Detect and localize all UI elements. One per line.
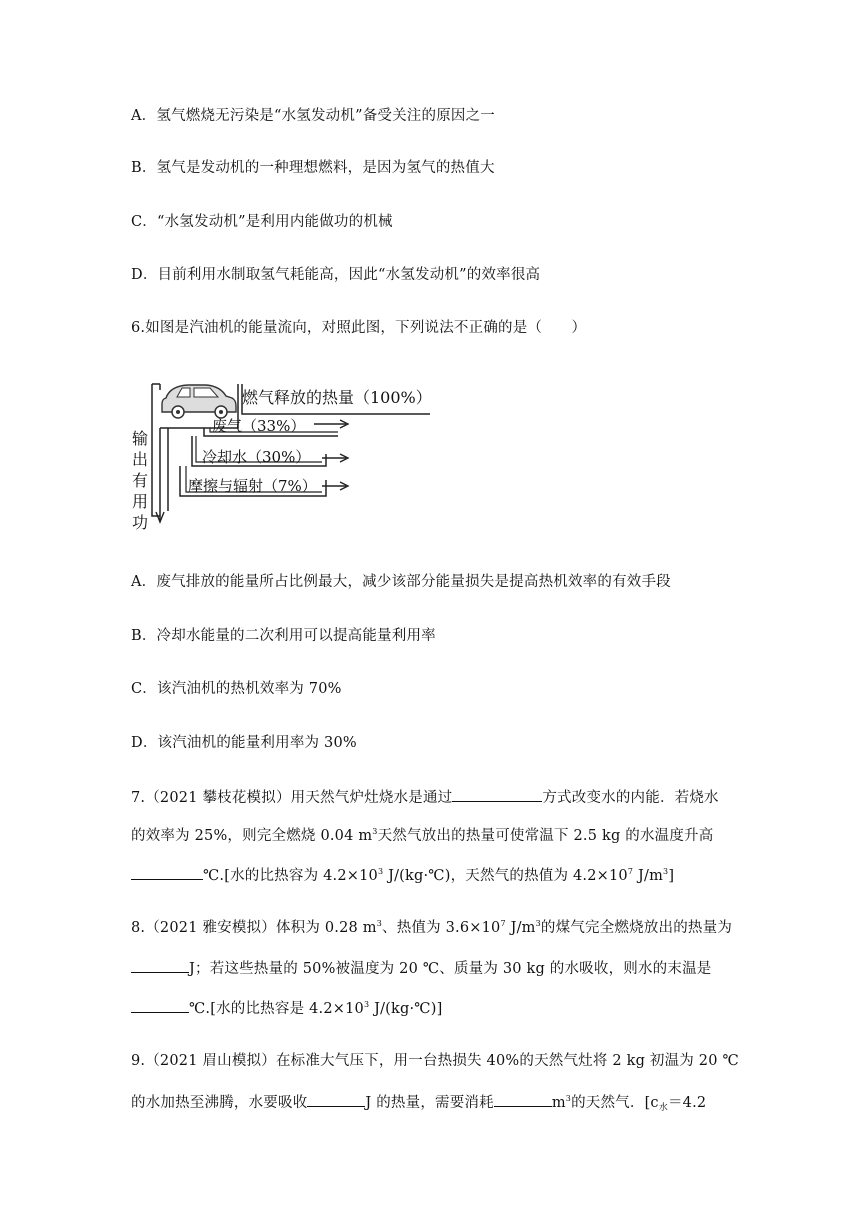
useful-work-label-4: 用 <box>132 492 149 511</box>
answer-blank-7-2[interactable] <box>131 865 203 880</box>
option-c-q6: C．该汽油机的热机效率为 70% <box>131 681 342 697</box>
friction-radiation-label: 摩擦与辐射（7%） <box>188 477 317 495</box>
option-a-q5: A．氢气燃烧无污染是“水氢发动机”备受关注的原因之一 <box>131 108 495 124</box>
option-d-q6: D．该汽油机的能量利用率为 30% <box>131 735 357 751</box>
option-d-q5: D．目前利用水制取氢气耗能高，因此“水氢发动机”的效率很高 <box>131 267 541 283</box>
question-6-stem: 6.如图是汽油机的能量流向，对照此图，下列说法不正确的是（ ） <box>131 320 587 336</box>
useful-work-label-5: 功 <box>132 513 149 532</box>
useful-work-label-1: 输 <box>132 429 149 448</box>
option-a-q6: A．废气排放的能量所占比例最大，减少该部分能量损失是提高热机效率的有效手段 <box>131 574 671 590</box>
energy-flow-diagram <box>130 376 438 538</box>
question-8-line-3: ℃.[水的比热容是 $4.2\times 10^3$ J/(kg·℃)] <box>131 998 442 1019</box>
car-icon <box>162 385 236 418</box>
question-8-line-2: J；若这些热量的 50%被温度为 20 ℃、质量为 30 kg 的水吸收，则水的末温是 <box>131 958 711 979</box>
option-b-q5: B．氢气是发动机的一种理想燃料，是因为氢气的热值大 <box>131 160 495 176</box>
option-c-q5: C．“水氢发动机”是利用内能做功的机械 <box>131 214 393 230</box>
answer-blank-9-1[interactable] <box>307 1092 365 1107</box>
answer-blank-8-2[interactable] <box>131 998 189 1013</box>
question-7-line-2: 的效率为 25%，则完全燃烧 0.04 $m^3$天然气放出的热量可使常温下 2.5 kg 的水温度升高 <box>131 827 714 844</box>
question-8-line-1: 8.（2021 雅安模拟）体积为 0.28 $m^3$、热值为 $3.6\times 10^7$ $J/m^3$的煤气完全燃烧放出的热量为 <box>131 919 733 936</box>
answer-blank-9-2[interactable] <box>494 1092 552 1107</box>
question-7-line-1: 7.（2021 攀枝花模拟）用天然气炉灶烧水是通过 方式改变水的内能．若烧水 <box>131 787 719 808</box>
question-7-line-3: ℃.[水的比热容为 $4.2\times 10^3$ J/(kg·℃)，天然气的热值为 $4.2\times 10^7$ $J/m^3$] <box>131 865 674 886</box>
useful-work-label-2: 出 <box>132 450 149 469</box>
cooling-water-label: 冷却水（30%） <box>202 448 311 466</box>
question-9-line-2: 的水加热至沸腾，水要吸收 J 的热量，需要消耗 $m^3$的天然气．[$c_水=4.2$ <box>131 1094 707 1113</box>
waste-gas-label: 废气（33%） <box>212 417 306 435</box>
option-b-q6: B．冷却水能量的二次利用可以提高能量利用率 <box>131 628 436 644</box>
answer-blank-8-1[interactable] <box>131 958 189 973</box>
useful-work-label-3: 有 <box>132 471 149 490</box>
question-9-line-1: 9.（2021 眉山模拟）在标准大气压下，用一台热损失 40%的天然气灶将 2 kg 初温为 20 ℃ <box>131 1053 739 1069</box>
released-heat-label: 燃气释放的热量（100%） <box>242 388 432 407</box>
answer-blank-7-1[interactable] <box>452 787 542 802</box>
